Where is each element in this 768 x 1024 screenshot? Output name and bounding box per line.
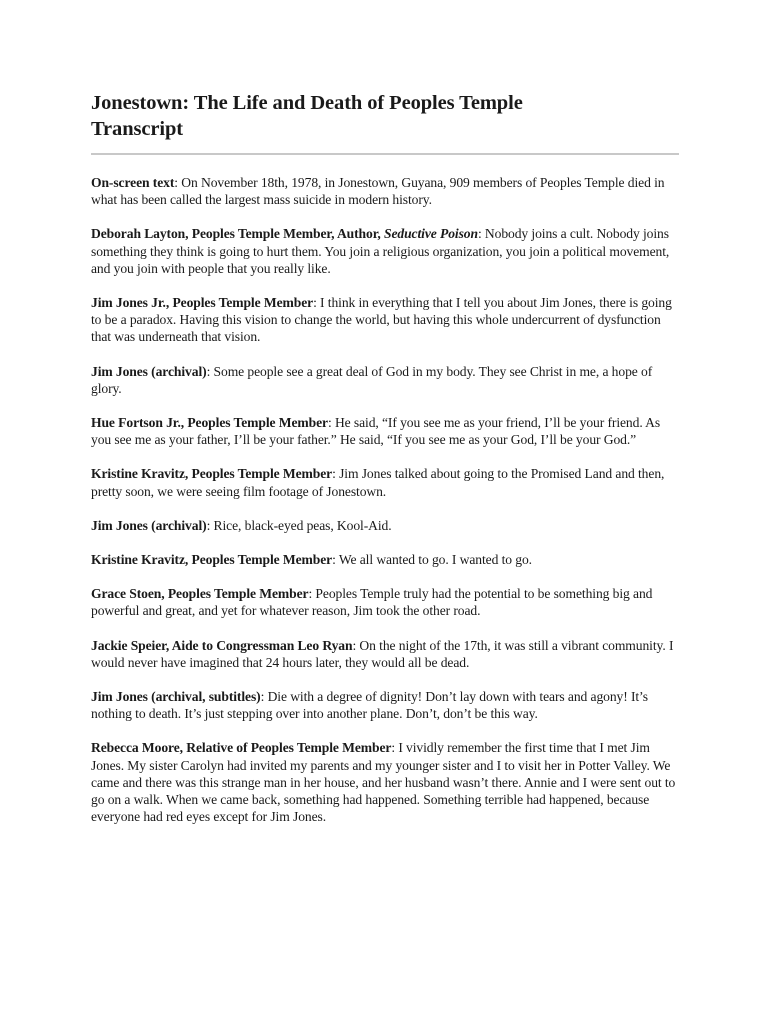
transcript-entry [91, 225, 681, 277]
entry-text: : Die with a degree of dignity! Don’t lay down with tears and agony! It’s nothing to death. It’s just stepping over into another plane. Don’t, don’t be this way. [91, 689, 648, 722]
entry-text: : I vividly remember the first time that I met Jim Jones. My sister Carolyn had invited my parents and my younger sister and I to visit her in Potter Valley. We came and there was this strange man in her house, and her husband wasn’t there. Annie and I were sent out to go on a walk. When we came back, something had happened. Something terrible had happened, because everyone had red eyes except for Jim Jones. [91, 740, 676, 825]
transcript-entry [91, 363, 681, 397]
speaker-label: Deborah Layton, Peoples Temple Member, Author, [91, 226, 384, 242]
speaker-label: Jackie Speier, Aide to Congressman Leo Ryan [91, 637, 353, 653]
entry-text: : Jim Jones talked about going to the Promised Land and then, pretty soon, we were seeing film footage of Jonestown. [91, 466, 665, 499]
entry-text: : He said, “If you see me as your friend, I’ll be your friend. As you see me as your father, I’ll be your father.” He said, “If you see me as your God, I’ll be your God.” [91, 415, 661, 448]
transcript-entry [91, 294, 681, 346]
entry-text: : We all wanted to go. I wanted to go. [332, 552, 532, 568]
speaker-label: On-screen text [91, 175, 175, 190]
transcript-entry [91, 739, 681, 825]
speaker-label: Kristine Kravitz, Peoples Temple Member [91, 466, 333, 482]
entry-text: : Nobody joins a cult. Nobody joins something they think is going to hurt them. You join a religious organization, you join a political movement, and you join with people that you really like. [91, 226, 670, 276]
speaker-label: Hue Fortson Jr., Peoples Temple Member [91, 415, 328, 431]
speaker-label: Rebecca Moore, Relative of Peoples Temple Member [91, 740, 392, 756]
document-title [91, 90, 681, 142]
title-divider [91, 153, 679, 155]
transcript-entry [91, 551, 681, 568]
transcript-entry [91, 465, 681, 499]
entry-text: : I think in everything that I tell you about Jim Jones, there is going to be a paradox. Having this vision to change the world, but having this whole undercurrent of dysfunction that was underneath that vision. [91, 295, 672, 345]
transcript-entry [91, 517, 681, 534]
speaker-label: Grace Stoen, Peoples Temple Member [91, 586, 309, 602]
speaker-label: Jim Jones (archival) [91, 363, 207, 379]
transcript-entry [91, 688, 681, 722]
entry-text: : On November 18th, 1978, in Jonestown, Guyana, 909 members of Peoples Temple died in what has been called the largest mass suicide in modern history. [91, 175, 665, 208]
entry-text: : Peoples Temple truly had the potential to be something big and powerful and great, and yet for whatever reason, Jim took the other road. [91, 586, 653, 619]
speaker-label: Jim Jones (archival, subtitles) [91, 689, 261, 705]
title-line-1: Jonestown: The Life and Death of Peoples Temple [91, 92, 523, 114]
transcript-entry [91, 414, 681, 448]
transcript-entry [91, 585, 681, 619]
speaker-label: Jim Jones Jr., Peoples Temple Member [91, 295, 314, 311]
entry-text: : Rice, black-eyed peas, Kool-Aid. [206, 517, 392, 533]
transcript-entry [91, 174, 681, 208]
entry-text: : Some people see a great deal of God in my body. They see Christ in me, a hope of glory. [91, 363, 653, 396]
transcript-page [91, 90, 681, 842]
entry-text: : On the night of the 17th, it was still a vibrant community. I would never have imagined that 24 hours later, they would all be dead. [91, 637, 674, 670]
title-line-2: Transcript [91, 118, 184, 140]
speaker-label: Jim Jones (archival) [91, 517, 207, 533]
book-title: Seductive Poison [384, 226, 478, 242]
transcript-entry [91, 637, 681, 671]
speaker-label: Kristine Kravitz, Peoples Temple Member [91, 552, 333, 568]
